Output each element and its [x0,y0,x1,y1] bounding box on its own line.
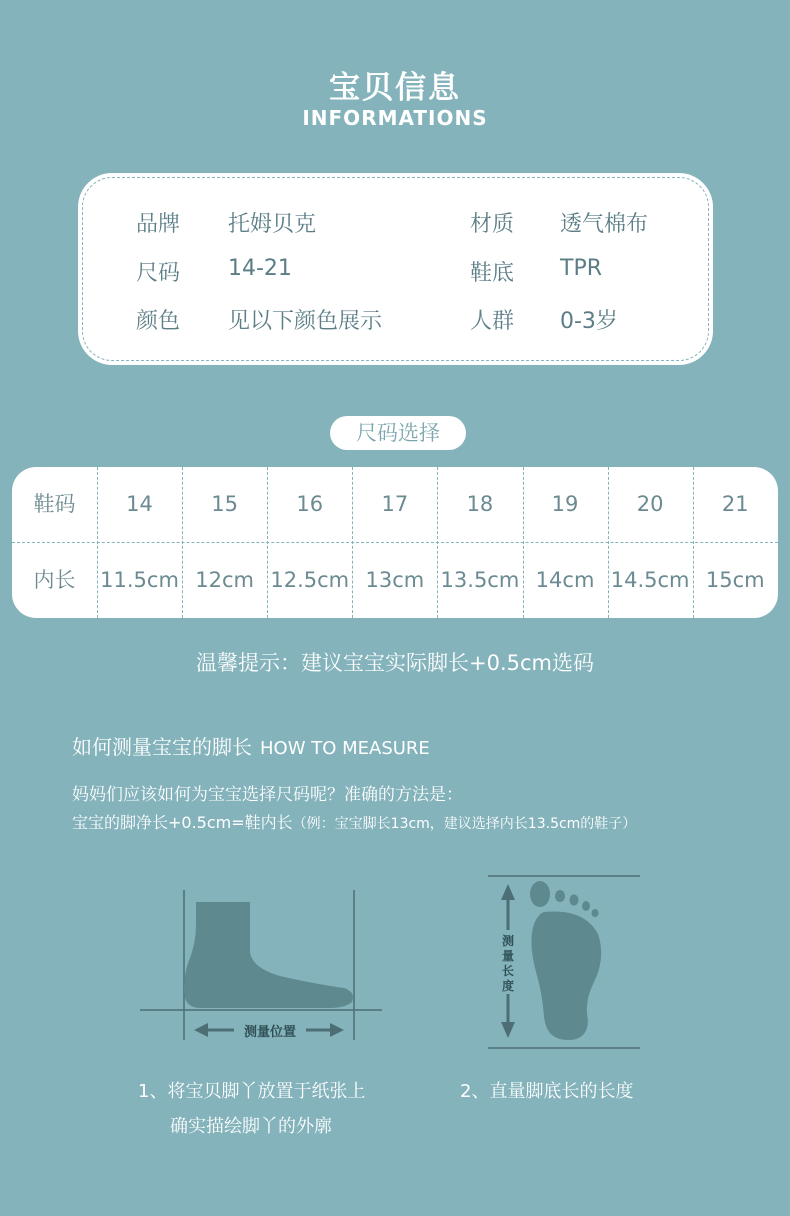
info-label-size: 尺码 [136,261,181,286]
title-cn: 宝贝信息 [329,70,461,106]
foot-side-figure [140,880,390,1050]
info-label-brand: 品牌 [136,212,181,237]
info-value-brand: 托姆贝克 [228,212,317,237]
step-1-line-2: 确实描绘脚丫的外廓 [170,1116,332,1137]
inner-length-cell: 15cm [705,568,765,592]
arrow-down-icon [501,1022,515,1038]
shoe-size-cell: 21 [721,492,749,516]
title-en: INFORMATIONS [302,106,488,130]
info-label-sole: 鞋底 [470,261,515,286]
foot-side-icon [184,902,353,1008]
shoe-size-cell: 15 [211,492,238,516]
measure-example: （例：宝宝脚长13cm，建议选择内长13.5cm的鞋子） [292,816,637,832]
measure-length-label-3: 长 [501,964,515,978]
shoe-size-cell: 18 [466,492,494,516]
shoe-size-cell: 14 [126,492,153,516]
measure-desc-2 [72,810,636,833]
measure-desc-1: 妈妈们应该如何为宝宝选择尺码呢？准确的方法是： [72,785,463,805]
shoe-size-cell: 16 [296,492,324,516]
foot-sole-figure [484,872,644,1052]
shoe-size-cell: 17 [381,492,409,516]
arrow-right-icon [330,1023,344,1037]
info-value-age: 0-3岁 [560,309,618,334]
info-value-material: 透气棉布 [560,212,649,237]
info-value-size: 14-21 [228,256,292,281]
inner-length-cell: 13.5cm [440,568,520,592]
foot-sole-icon [530,881,601,1040]
size-table [12,467,778,618]
row-label-inner-length: 内长 [33,568,76,592]
step-1-line-1: 1、将宝贝脚丫放置于纸张上 [138,1081,366,1102]
info-card [78,173,713,365]
shoe-size-cell: 19 [551,492,579,516]
info-label-material: 材质 [470,212,515,237]
info-label-color: 颜色 [136,309,181,334]
inner-length-cell: 12cm [195,568,254,592]
inner-length-cell: 12.5cm [270,568,350,592]
measure-title-cn: 如何测量宝宝的脚长 [72,735,252,759]
step-2: 2、直量脚底长的长度 [460,1081,634,1102]
arrow-left-icon [194,1023,208,1037]
measure-formula: 宝宝的脚净长+0.5cm=鞋内长 [72,813,293,832]
measure-position-label: 测量位置 [243,1025,297,1040]
measure-length-label-2: 量 [501,949,515,963]
inner-length-cell: 11.5cm [100,568,179,592]
inner-length-cell: 14.5cm [610,568,690,592]
measure-length-label-4: 度 [501,979,515,993]
inner-length-cell: 13cm [365,568,425,592]
inner-length-cell: 14cm [535,568,595,592]
arrow-up-icon [501,884,515,900]
shoe-size-cell: 20 [636,492,664,516]
measure-title-en: HOW TO MEASURE [260,738,430,759]
tip-text: 温馨提示：建议宝宝实际脚长+0.5cm选码 [196,651,594,675]
info-value-sole: TPR [560,256,602,281]
size-select-pill: 尺码选择 [330,416,466,450]
info-label-age: 人群 [470,309,515,334]
measure-length-label-1: 测 [501,934,515,948]
row-label-shoe-size: 鞋码 [33,492,76,516]
info-value-color: 见以下颜色展示 [228,309,383,334]
measure-title [72,731,430,760]
